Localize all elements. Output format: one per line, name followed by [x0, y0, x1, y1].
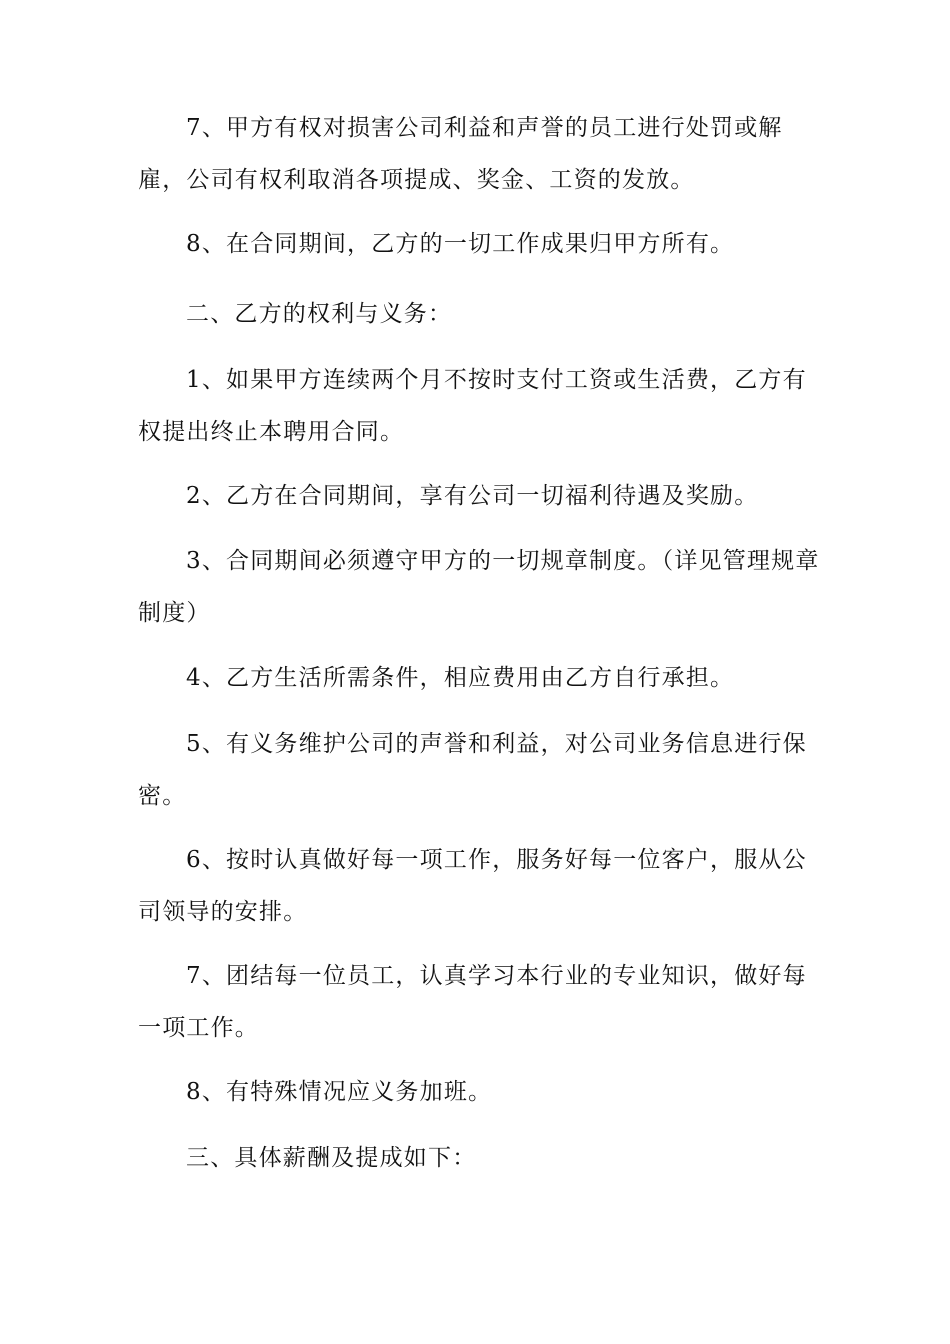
- paragraph-employee-right-2: 2、乙方在合同期间，享有公司一切福利待遇及奖励。: [186, 483, 759, 509]
- section-heading-3: 三、具体薪酬及提成如下：: [186, 1145, 477, 1171]
- paragraph-employee-right-6: 6、按时认真做好每一项工作，服务好每一位客户，服从公 司领导的安排。: [138, 847, 807, 925]
- paragraph-employee-right-4: 4、乙方生活所需条件，相应费用由乙方自行承担。: [186, 665, 735, 691]
- paragraph-employee-right-3: 3、合同期间必须遵守甲方的一切规章制度。（详见管理规章制度）: [138, 548, 820, 626]
- paragraph-employer-right-8: 8、在合同期间，乙方的一切工作成果归甲方所有。: [186, 231, 735, 257]
- paragraph-employee-right-8: 8、有特殊情况应义务加班。: [186, 1079, 493, 1105]
- paragraph-employee-right-5: 5、有义务维护公司的声誉和利益，对公司业务信息进行保密。: [138, 731, 807, 809]
- section-heading-2: 二、乙方的权利与义务：: [186, 301, 453, 327]
- paragraph-employer-right-7: 7、甲方有权对损害公司利益和声誉的员工进行处罚或解雇，公司有权利取消各项提成、奖金、工资的发放。: [138, 115, 783, 193]
- paragraph-employee-right-7: 7、团结每一位员工，认真学习本行业的专业知识，做好每 一项工作。: [138, 963, 807, 1041]
- paragraph-employee-right-1: 1、如果甲方连续两个月不按时支付工资或生活费，乙方有 权提出终止本聘用合同。: [138, 367, 807, 445]
